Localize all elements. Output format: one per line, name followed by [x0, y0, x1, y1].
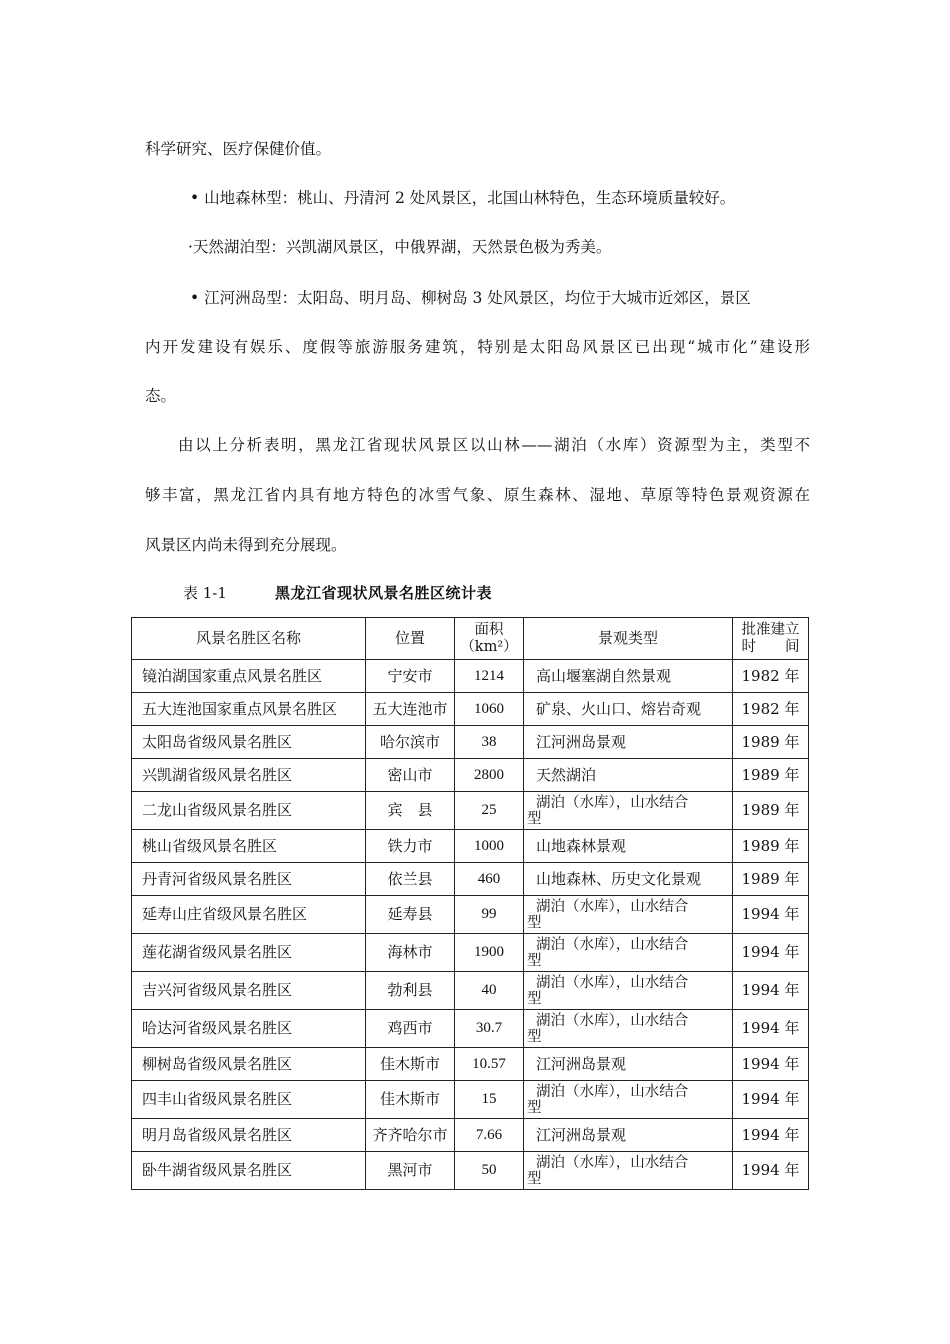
cell-name: 太阳岛省级风景名胜区 [132, 726, 366, 759]
cell-name: 二龙山省级风景名胜区 [132, 792, 366, 830]
cell-name: 桃山省级风景名胜区 [132, 830, 366, 863]
cell-year: 1994 年 [733, 896, 809, 934]
cell-type-line1: 湖泊（水库），山水结合 [536, 1154, 689, 1171]
header-area-line1: 面积 [474, 621, 504, 638]
cell-type [524, 934, 733, 972]
table-row [132, 863, 809, 896]
table-body [132, 660, 809, 1190]
cell-area: 1900 [455, 934, 524, 972]
cell-year: 1994 年 [733, 934, 809, 972]
cell-location: 宾 县 [366, 792, 455, 830]
cell-year: 1989 年 [733, 726, 809, 759]
header-location: 位置 [366, 618, 455, 660]
paragraph-line: 由以上分析表明，黑龙江省现状风景区以山林——湖泊（水库）资源型为主，类型不 [178, 436, 810, 454]
cell-year: 1989 年 [733, 830, 809, 863]
bullet-river-island: • 江河洲岛型：太阳岛、明月岛、柳树岛 3 处风景区，均位于大城市近郊区，景区 [190, 289, 751, 307]
cell-type-line2: 型 [527, 914, 542, 931]
scenic-areas-table [131, 617, 809, 1190]
cell-name: 四丰山省级风景名胜区 [132, 1081, 366, 1119]
cell-location: 延寿县 [366, 896, 455, 934]
cell-area: 15 [455, 1081, 524, 1119]
cell-name: 卧牛湖省级风景名胜区 [132, 1152, 366, 1190]
cell-area: 1214 [455, 660, 524, 693]
cell-location: 勃利县 [366, 972, 455, 1010]
table-row [132, 934, 809, 972]
cell-type: 天然湖泊 [524, 759, 733, 792]
header-year-line1: 批准建立 [741, 621, 800, 638]
table-row [132, 1048, 809, 1081]
cell-year: 1994 年 [733, 972, 809, 1010]
cell-type [524, 1081, 733, 1119]
cell-type-line1: 湖泊（水库），山水结合 [536, 1083, 689, 1100]
bullet-mountain-forest: • 山地森林型：桃山、丹清河 2 处风景区，北国山林特色，生态环境质量较好。 [190, 189, 736, 207]
paragraph-line: 够丰富，黑龙江省内具有地方特色的冰雪气象、原生森林、湿地、草原等特色景观资源在 [145, 486, 810, 504]
cell-area: 30.7 [455, 1010, 524, 1048]
table-header-row [132, 618, 809, 660]
cell-area: 7.66 [455, 1119, 524, 1152]
cell-type: 山地森林景观 [524, 830, 733, 863]
cell-type-line1: 湖泊（水库），山水结合 [536, 898, 689, 915]
cell-year: 1994 年 [733, 1010, 809, 1048]
cell-area: 38 [455, 726, 524, 759]
paragraph-line: 科学研究、医疗保健价值。 [145, 140, 332, 158]
cell-location: 密山市 [366, 759, 455, 792]
cell-location: 齐齐哈尔市 [366, 1119, 455, 1152]
cell-area: 460 [455, 863, 524, 896]
cell-year: 1994 年 [733, 1081, 809, 1119]
header-year [733, 618, 809, 660]
cell-area: 99 [455, 896, 524, 934]
cell-year: 1989 年 [733, 863, 809, 896]
table-row [132, 830, 809, 863]
bullet-natural-lake: ·天然湖泊型：兴凯湖风景区，中俄界湖，天然景色极为秀美。 [188, 238, 612, 256]
cell-location: 黑河市 [366, 1152, 455, 1190]
table-row [132, 693, 809, 726]
cell-type: 高山堰塞湖自然景观 [524, 660, 733, 693]
cell-area: 25 [455, 792, 524, 830]
cell-type: 江河洲岛景观 [524, 1048, 733, 1081]
table-row [132, 1119, 809, 1152]
cell-type-line2: 型 [527, 990, 542, 1007]
header-year-line2: 时 间 [741, 638, 800, 655]
cell-year: 1982 年 [733, 693, 809, 726]
table-caption-title: 黑龙江省现状风景名胜区统计表 [275, 584, 493, 602]
cell-type-line1: 湖泊（水库），山水结合 [536, 936, 689, 953]
cell-year: 1994 年 [733, 1152, 809, 1190]
cell-location: 铁力市 [366, 830, 455, 863]
cell-type [524, 1010, 733, 1048]
cell-area: 40 [455, 972, 524, 1010]
cell-year: 1982 年 [733, 660, 809, 693]
paragraph-line: 态。 [145, 387, 177, 405]
table-row [132, 1152, 809, 1190]
cell-type-line2: 型 [527, 810, 542, 827]
cell-name: 丹青河省级风景名胜区 [132, 863, 366, 896]
cell-type-line1: 湖泊（水库），山水结合 [536, 1012, 689, 1029]
cell-name: 哈达河省级风景名胜区 [132, 1010, 366, 1048]
cell-name: 镜泊湖国家重点风景名胜区 [132, 660, 366, 693]
table-row [132, 972, 809, 1010]
cell-location: 佳木斯市 [366, 1081, 455, 1119]
cell-name: 延寿山庄省级风景名胜区 [132, 896, 366, 934]
cell-type-line1: 湖泊（水库），山水结合 [536, 974, 689, 991]
cell-name: 五大连池国家重点风景名胜区 [132, 693, 366, 726]
cell-name: 明月岛省级风景名胜区 [132, 1119, 366, 1152]
table-row [132, 1010, 809, 1048]
header-area-line2: （km²） [460, 638, 518, 655]
header-name: 风景名胜区名称 [132, 618, 366, 660]
cell-type: 矿泉、火山口、熔岩奇观 [524, 693, 733, 726]
cell-area: 2800 [455, 759, 524, 792]
table-row [132, 792, 809, 830]
cell-type-line1: 湖泊（水库），山水结合 [536, 794, 689, 811]
table-caption-number: 表 1-1 [183, 584, 227, 602]
cell-year: 1989 年 [733, 759, 809, 792]
cell-name: 兴凯湖省级风景名胜区 [132, 759, 366, 792]
paragraph-line: 内开发建设有娱乐、度假等旅游服务建筑，特别是太阳岛风景区已出现“城市化”建设形 [145, 338, 810, 356]
table-row [132, 726, 809, 759]
cell-area: 10.57 [455, 1048, 524, 1081]
cell-location: 五大连池市 [366, 693, 455, 726]
cell-type: 山地森林、历史文化景观 [524, 863, 733, 896]
cell-type-line2: 型 [527, 1170, 542, 1187]
cell-type-line2: 型 [527, 1028, 542, 1045]
cell-type [524, 1152, 733, 1190]
cell-location: 依兰县 [366, 863, 455, 896]
cell-type: 江河洲岛景观 [524, 726, 733, 759]
table-row [132, 759, 809, 792]
cell-type-line2: 型 [527, 1099, 542, 1116]
paragraph-line: 风景区内尚未得到充分展现。 [145, 536, 347, 554]
cell-location: 鸡西市 [366, 1010, 455, 1048]
table-row [132, 660, 809, 693]
cell-type [524, 972, 733, 1010]
cell-location: 宁安市 [366, 660, 455, 693]
cell-location: 海林市 [366, 934, 455, 972]
cell-location: 哈尔滨市 [366, 726, 455, 759]
table-row [132, 1081, 809, 1119]
table-row [132, 896, 809, 934]
header-type: 景观类型 [524, 618, 733, 660]
cell-area: 1060 [455, 693, 524, 726]
cell-type [524, 896, 733, 934]
cell-type: 江河洲岛景观 [524, 1119, 733, 1152]
cell-year: 1994 年 [733, 1048, 809, 1081]
cell-year: 1994 年 [733, 1119, 809, 1152]
cell-area: 1000 [455, 830, 524, 863]
cell-name: 吉兴河省级风景名胜区 [132, 972, 366, 1010]
cell-name: 柳树岛省级风景名胜区 [132, 1048, 366, 1081]
cell-name: 莲花湖省级风景名胜区 [132, 934, 366, 972]
cell-type [524, 792, 733, 830]
cell-year: 1989 年 [733, 792, 809, 830]
cell-area: 50 [455, 1152, 524, 1190]
cell-location: 佳木斯市 [366, 1048, 455, 1081]
header-area [455, 618, 524, 660]
cell-type-line2: 型 [527, 952, 542, 969]
